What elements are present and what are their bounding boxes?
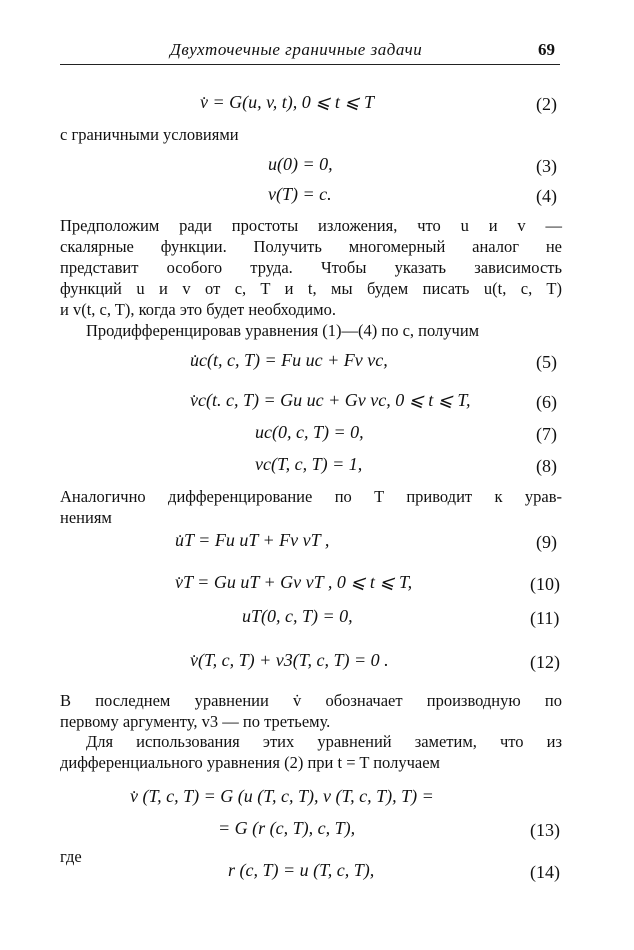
equation-number-8: (8) [536, 456, 557, 476]
paragraph-assumption [60, 215, 562, 320]
equation-number-10: (10) [530, 574, 560, 594]
text-line: скалярные функции. Получить многомерный аналог не [60, 237, 562, 256]
equation-number-2: (2) [536, 94, 557, 114]
equation-13-line-2: = G (r (c, T), c, T), [218, 818, 356, 838]
equation-9: u̇T = Fu uT + Fv vT , [175, 530, 330, 550]
equation-number-9: (9) [536, 532, 557, 552]
equation-number-13: (13) [530, 820, 560, 840]
equation-4: v(T) = c. [268, 184, 332, 204]
equation-number-7: (7) [536, 424, 557, 444]
running-header: Двухточечные граничные задачи [170, 40, 423, 59]
equation-10: v̇T = Gu uT + Gv vT , 0 ⩽ t ⩽ T, [175, 572, 413, 592]
header-rule [60, 64, 560, 65]
paragraph-boundary-conditions: с граничными условиями [60, 125, 239, 144]
equation-3: u(0) = 0, [268, 154, 333, 174]
text-line: В последнем уравнении v̇ обозначает производную по [60, 691, 562, 710]
text-line: Для использования этих уравнений заметим, что из [86, 732, 562, 751]
text-line: дифференциального уравнения (2) при t = T получаем [60, 753, 440, 772]
equation-number-14: (14) [530, 862, 560, 882]
paragraph-differentiate-c: Продифференцировав уравнения (1)—(4) по c, получим [86, 321, 480, 340]
text-line: первому аргументу, v3 — по третьему. [60, 712, 331, 731]
equation-number-11: (11) [530, 608, 560, 628]
text-line: функций u и v от c, T и t, мы будем писать u(t, c, T) [60, 279, 562, 298]
equation-11: uT(0, c, T) = 0, [242, 606, 353, 626]
equation-6: v̇c(t. c, T) = Gu uc + Gv vc, 0 ⩽ t ⩽ T, [190, 390, 471, 410]
text-line: нениям [60, 508, 112, 527]
equation-number-3: (3) [536, 156, 557, 176]
equation-5: u̇c(t, c, T) = Fu uc + Fv vc, [190, 350, 388, 370]
equation-8: vc(T, c, T) = 1, [255, 454, 363, 474]
text-line: и v(t, c, T), когда это будет необходимо. [60, 300, 336, 319]
equation-7: uc(0, c, T) = 0, [255, 422, 364, 442]
paragraph-last-equation [60, 690, 562, 732]
equation-number-5: (5) [536, 352, 557, 372]
text-line: Предположим ради простоты изложения, что u и v — [60, 216, 562, 235]
paragraph-differentiate-T [60, 486, 562, 528]
equation-14: r (c, T) = u (T, c, T), [228, 860, 375, 880]
paragraph-using-equations [60, 731, 562, 773]
text-line: Аналогично дифференцирование по T приводит к урав- [60, 487, 562, 506]
page-number: 69 [538, 40, 555, 59]
paragraph-where: где [60, 847, 82, 866]
equation-2: v̇ = G(u, v, t), 0 ⩽ t ⩽ T [200, 92, 374, 112]
equation-number-4: (4) [536, 186, 557, 206]
equation-12: v̇(T, c, T) + v3(T, c, T) = 0 . [190, 650, 389, 670]
equation-number-6: (6) [536, 392, 557, 412]
equation-number-12: (12) [530, 652, 560, 672]
equation-13-line-1: v̇ (T, c, T) = G (u (T, c, T), v (T, c, T), T) = [130, 786, 434, 806]
text-line: представит особого труда. Чтобы указать зависимость [60, 258, 562, 277]
